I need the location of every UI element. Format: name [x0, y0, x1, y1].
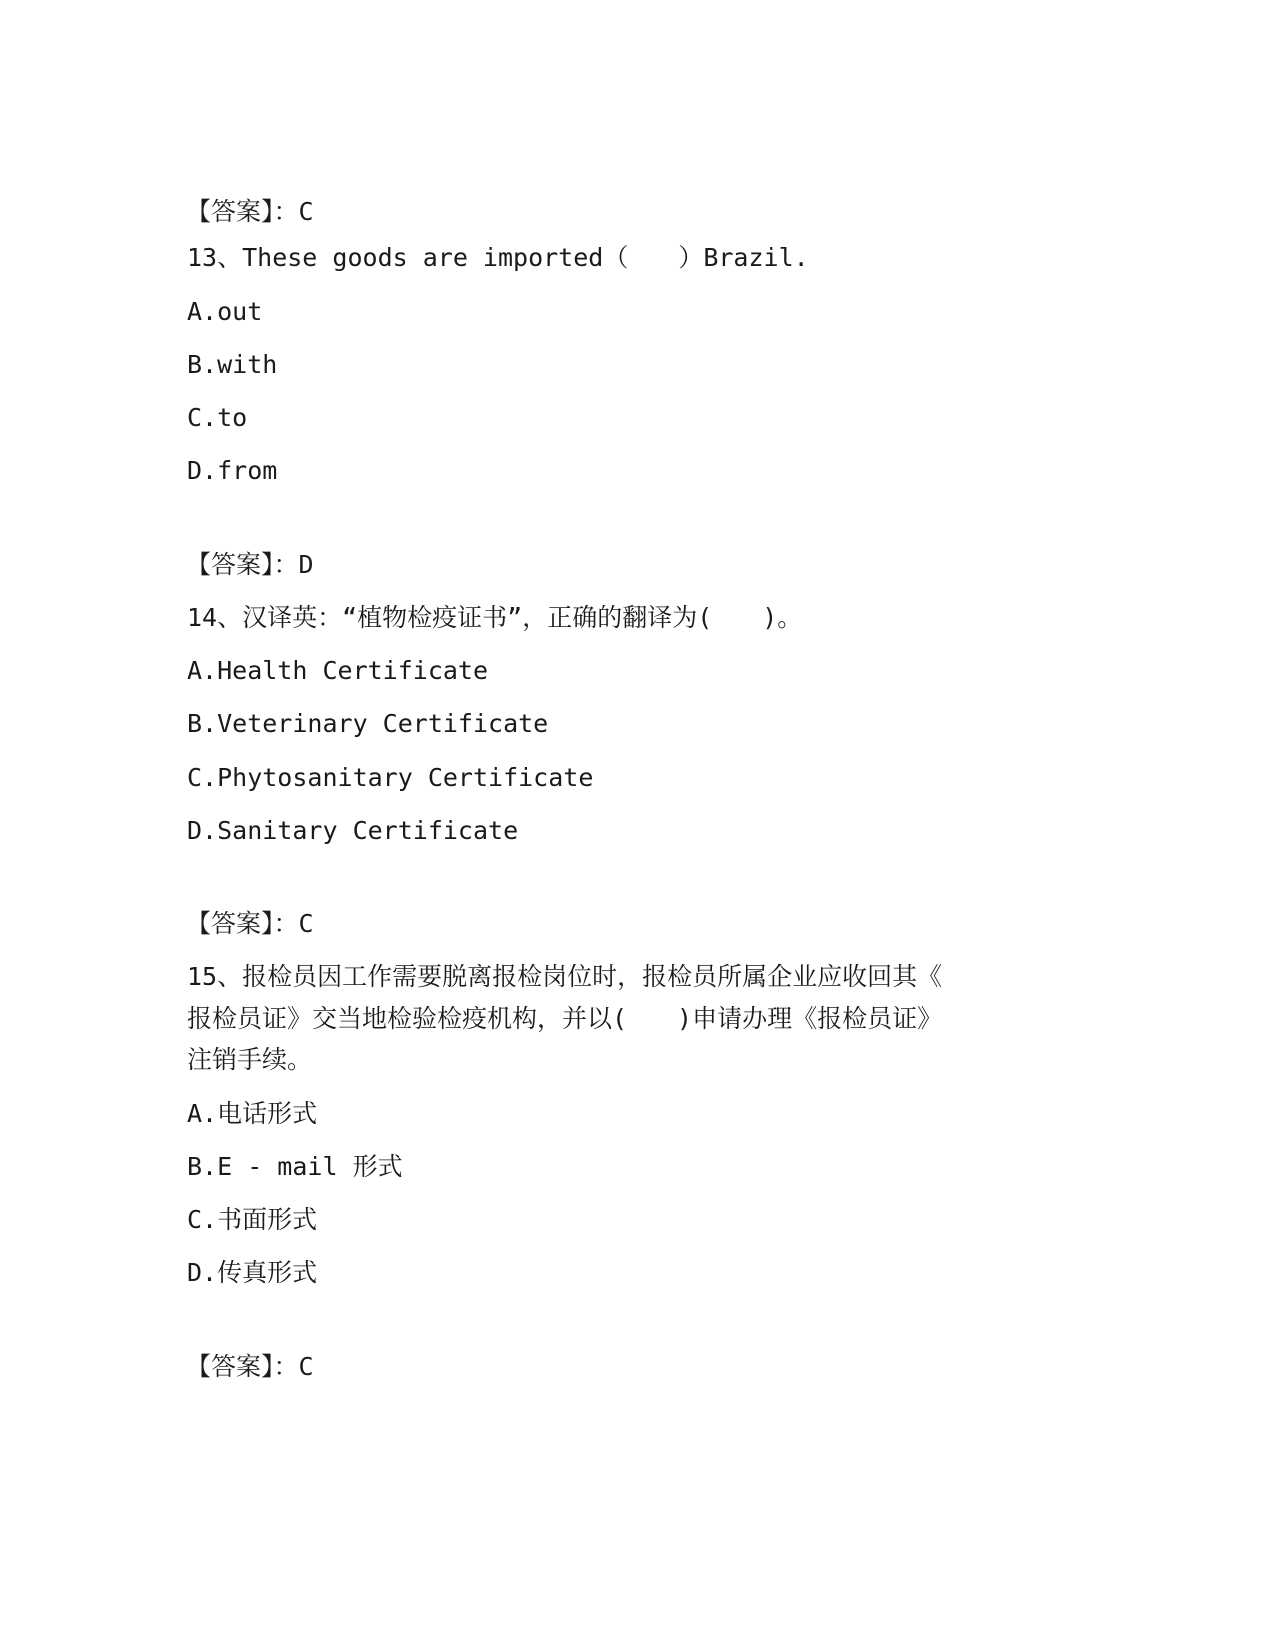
answer-12: 【答案】：C	[186, 197, 314, 226]
question-15-line-1: 15、报检员因工作需要脱离报检岗位时，报检员所属企业应收回其《	[187, 962, 943, 991]
question-13: 13、These goods are imported（ ）Brazil.	[187, 243, 809, 272]
q13-option-a: A.out	[187, 297, 263, 326]
question-15-line-2: 报检员证》交当地检验检疫机构，并以( )申请办理《报检员证》	[187, 1004, 943, 1033]
question-15-line-3: 注销手续。	[187, 1045, 313, 1074]
q13-option-c: C.to	[187, 403, 248, 432]
question-14: 14、汉译英：“植物检疫证书”，正确的翻译为( )。	[187, 603, 803, 632]
q14-option-c: C.Phytosanitary Certificate	[187, 763, 594, 792]
q13-option-d: D.from	[187, 456, 278, 485]
q14-option-d: D.Sanitary Certificate	[187, 816, 519, 845]
q14-option-b: B.Veterinary Certificate	[187, 709, 549, 738]
q13-option-b: B.with	[187, 350, 278, 379]
answer-13: 【答案】：D	[186, 550, 314, 579]
q15-option-d: D.传真形式	[187, 1258, 318, 1287]
q15-option-a: A.电话形式	[187, 1099, 318, 1128]
answer-14: 【答案】：C	[186, 909, 314, 938]
q14-option-a: A.Health Certificate	[187, 656, 489, 685]
q15-option-b: B.E - mail 形式	[187, 1152, 403, 1181]
answer-15: 【答案】：C	[186, 1352, 314, 1381]
q15-option-c: C.书面形式	[187, 1205, 318, 1234]
